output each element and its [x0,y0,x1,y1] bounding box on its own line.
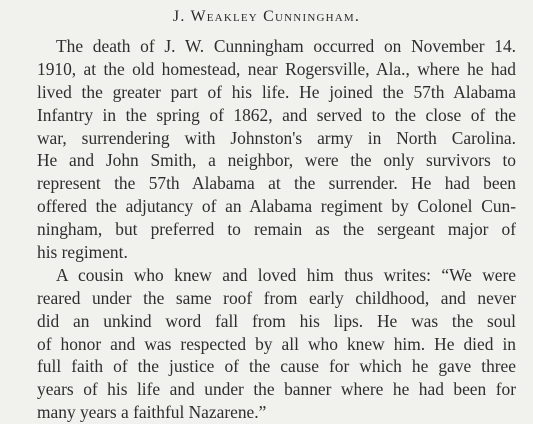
paragraph-line: The death of J. W. Cunningham occurred on November 14. [56,36,516,56]
paragraph-line: years of his life and under the banner where he had been for [37,379,516,400]
paragraph-line: reared under the same roof from early childhood, and never [37,287,516,308]
paragraph-line: represent the 57th Alabama at the surrender. He had been [37,173,516,194]
paragraph-line: Infantry in the spring of 1862, and served to the close of the [37,104,516,125]
paragraph-line: 1910, at the old homestead, near Rogersville, Ala., where he had [37,58,516,79]
paragraph-1 [17,35,516,264]
paragraph-line: did an unkind word fall from his lips. He was the soul [37,310,516,331]
paragraph-line: his regiment. [37,242,128,263]
paragraph-line: offered the adjutancy of an Alabama regiment by Colonel Cun- [37,196,516,217]
article-heading [17,6,516,28]
paragraph-2 [17,264,516,424]
paragraph-line: many years a faithful Nazarene.” [37,402,267,423]
paragraph-line: A cousin who knew and loved him thus writes: “We were [56,264,516,285]
paragraph-line: lived the greater part of his life. He joined the 57th Alabama [37,81,516,102]
paragraph-line: He and John Smith, a neighbor, were the only survivors to [37,150,516,171]
paragraph-line: ningham, but preferred to remain as the sergeant major of [37,219,516,240]
paragraph-line: of honor and was respected by all who knew him. He died in [37,333,516,354]
paragraph-line: full faith of the justice of the cause for which he gave three [37,356,516,377]
article-heading-text: J. Weakley Cunningham. [172,8,361,25]
paragraph-line: war, surrendering with Johnston's army in North Carolina. [37,127,516,148]
